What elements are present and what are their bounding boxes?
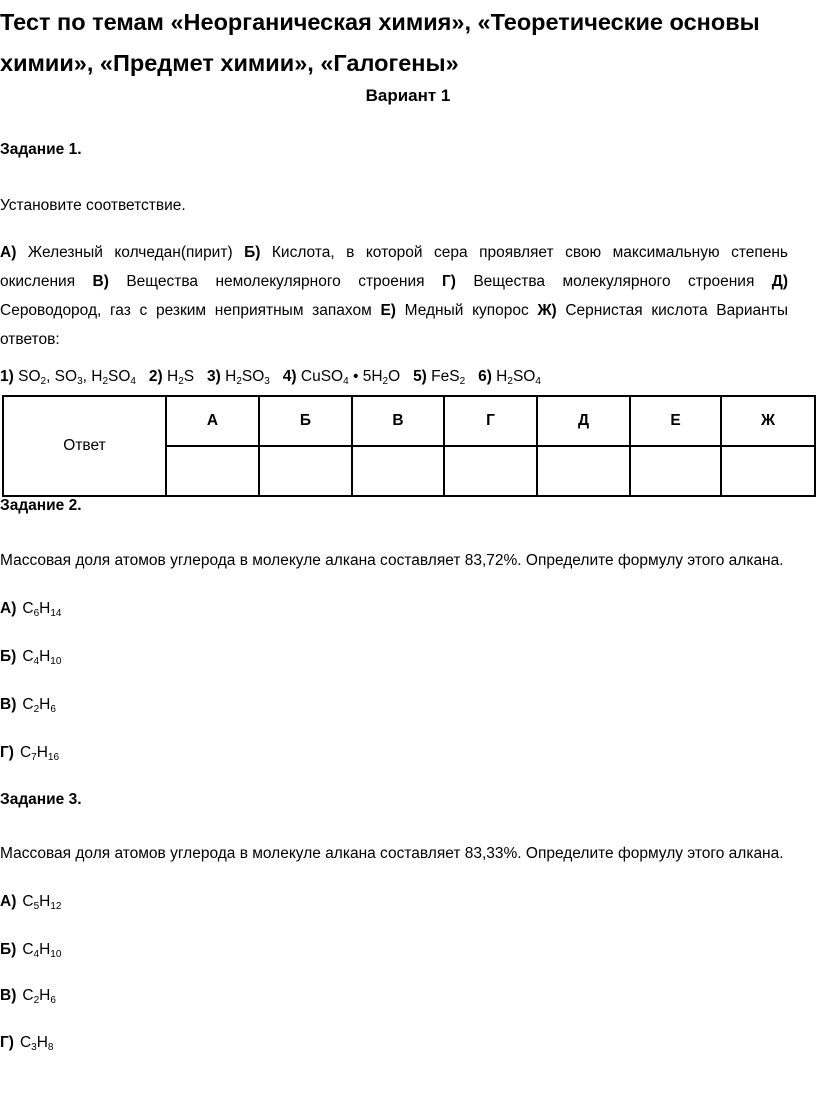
task3-heading: Задание 3. bbox=[0, 791, 82, 808]
task3-option-g: Г) $C_3H_8$ bbox=[0, 1034, 54, 1053]
column-header-d: Д bbox=[537, 396, 630, 446]
task2-option-g: Г) $C_7H_{16}$ bbox=[0, 744, 60, 763]
task1-items-line-1: А) Железный колчедан(пирит) Б) Кислота, в которой сера проявляет свою максимальную степень bbox=[0, 244, 789, 261]
variant-heading: Вариант 1 bbox=[365, 86, 451, 105]
task1-items-line-2: окисления В) Вещества немолекулярного строения Г) Вещества молекулярного строения Д) bbox=[0, 273, 789, 290]
task1-instruction: Установите соответствие. bbox=[0, 197, 186, 214]
column-header-b: Б bbox=[259, 396, 352, 446]
column-header-g: Г bbox=[444, 396, 537, 446]
answer-row-label: Ответ bbox=[3, 396, 166, 496]
task1-item-b-part1: Кислота, в которой сера проявляет свою максимальную степень bbox=[271, 244, 789, 261]
answer-cell-e[interactable] bbox=[630, 446, 721, 496]
task3-question: Массовая доля атомов углерода в молекуле алкана составляет 83,33%. Определите формулу этого алкана. bbox=[0, 845, 784, 862]
task3-option-v: В) $C_2H_6$ bbox=[0, 987, 56, 1006]
answer-cell-v[interactable] bbox=[352, 446, 444, 496]
task3-option-a: А) $C_5H_{12}$ bbox=[0, 893, 62, 912]
answer-cell-zh[interactable] bbox=[721, 446, 815, 496]
test-title: Тест по темам «Неорганическая химия», «Теоретические основы химии», «Предмет химии», «Галогены» bbox=[0, 9, 760, 76]
task1-answer-options: 1) $SO_2$, $SO_3$, $H_2SO_4$ 2) $H_2S$ 3) $H_2SO_3$ 4) CuSO$_4$ • $5H_2O$ 5) FeS$_2$ 6) $H_2SO_4$ bbox=[0, 368, 541, 387]
answer-cell-b[interactable] bbox=[259, 446, 352, 496]
task2-heading: Задание 2. bbox=[0, 497, 82, 514]
column-header-zh: Ж bbox=[721, 396, 815, 446]
task1-items bbox=[0, 238, 788, 354]
column-header-v: В bbox=[352, 396, 444, 446]
task1-items-line-3: Сероводород, газ с резким неприятным запахом Е) Медный купорос Ж) Сернистая кислота Варианты bbox=[0, 302, 788, 319]
task1-item-b-part2: окисления bbox=[0, 273, 76, 290]
task1-items-line-4 bbox=[0, 325, 788, 354]
task3-option-b: Б) $C_4H_{10}$ bbox=[0, 941, 62, 960]
answer-cell-g[interactable] bbox=[444, 446, 537, 496]
answer-cell-d[interactable] bbox=[537, 446, 630, 496]
task2-option-a: А) $C_6H_{14}$ bbox=[0, 600, 62, 619]
answer-table bbox=[2, 395, 816, 497]
answer-cell-a[interactable] bbox=[166, 446, 259, 496]
task2-option-v: В) $C_2H_6$ bbox=[0, 696, 56, 715]
column-header-e: Е bbox=[630, 396, 721, 446]
answers-label-part1: Варианты bbox=[716, 302, 788, 319]
task1-heading: Задание 1. bbox=[0, 141, 82, 158]
answers-label-part2: ответов: bbox=[0, 331, 60, 348]
task2-question: Массовая доля атомов углерода в молекуле алкана составляет 83,72%. Определите формулу этого алкана. bbox=[0, 552, 784, 569]
column-header-a: А bbox=[166, 396, 259, 446]
task2-option-b: Б) $C_4H_{10}$ bbox=[0, 648, 62, 667]
